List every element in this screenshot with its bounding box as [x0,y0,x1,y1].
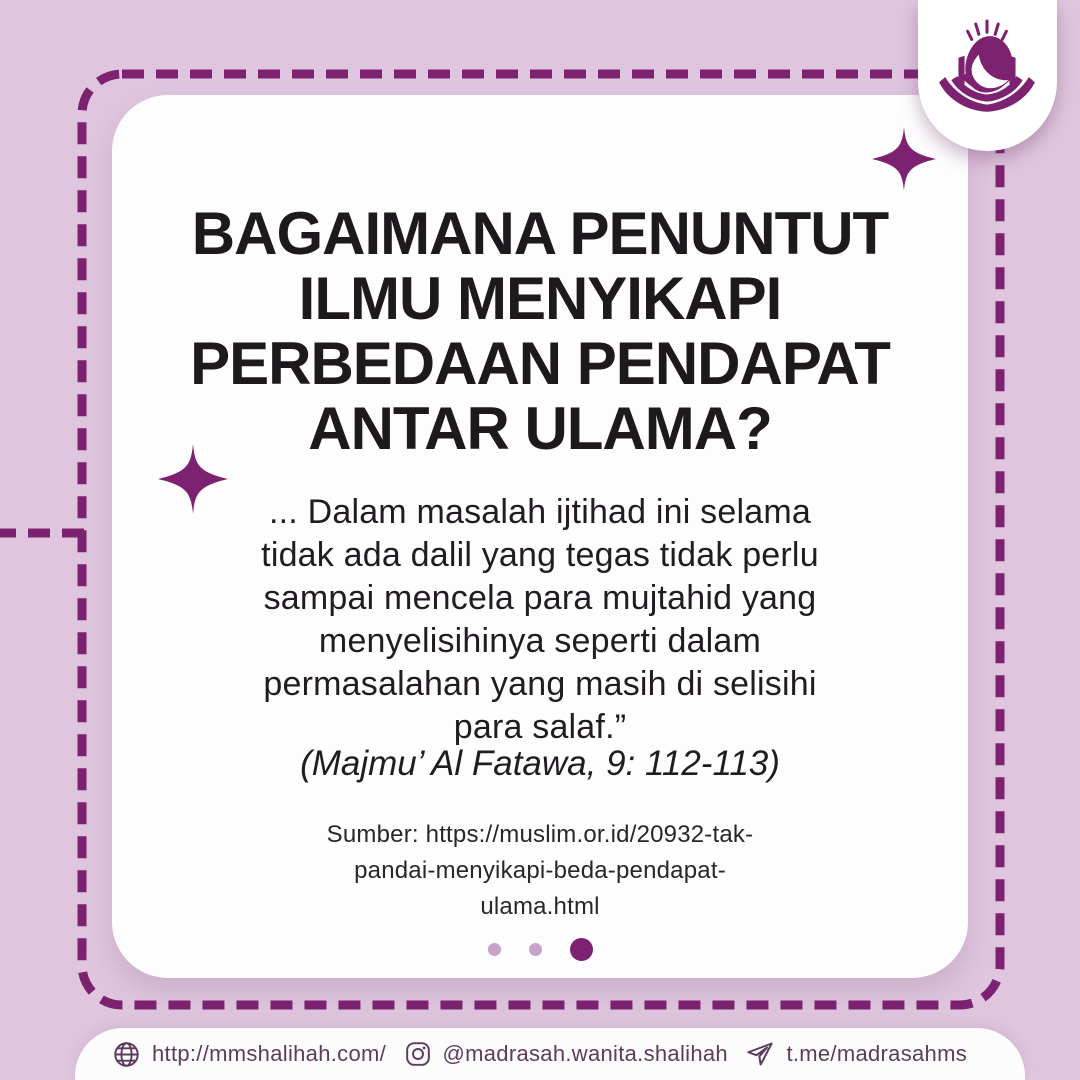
hijab-woman-open-book-crown-emblem-icon [934,18,1040,124]
pagination-dot[interactable] [529,943,542,956]
title-line: ANTAR ULAMA? [308,395,772,462]
sparkle-icon [872,126,936,192]
title-line: BAGAIMANA PENUNTUT [191,200,889,267]
title-line: PERBEDAAN PENDAPAT [190,330,890,397]
footer-website-link[interactable] [113,1041,386,1068]
quote-card [112,95,968,978]
citation-text: (Majmu’ Al Fatawa, 9: 112-113) [300,744,780,783]
source-line: Sumber: https://muslim.or.id/20932-tak- [326,821,754,848]
sparkle-icon [156,444,230,514]
source-line: pandai-menyikapi-beda-pendapat- [354,857,726,884]
footer-bar [75,1028,1025,1080]
quote-text [132,491,948,749]
quote-line: ... Dalam masalah ijtihad ini selama [269,493,811,531]
pagination-dots [112,937,968,961]
pagination-dot[interactable] [488,943,501,956]
globe-icon [113,1041,140,1068]
brand-logo-badge [918,0,1057,151]
quote-line: tidak ada dalil yang tegas tidak perlu [261,536,819,574]
footer-website-label: http://mmshalihah.com/ [152,1041,387,1066]
pagination-dot-active[interactable] [570,938,593,961]
quote-line: para salaf.” [453,708,627,746]
telegram-icon [746,1040,774,1068]
title-line: ILMU MENYIKAPI [298,265,782,332]
instagram-icon [405,1041,431,1067]
page-title [112,201,968,461]
footer-instagram-link[interactable] [405,1041,728,1067]
source-line: ulama.html [480,893,600,920]
footer-instagram-label: @madrasah.wanita.shalihah [442,1041,728,1066]
footer-telegram-link[interactable] [746,1040,967,1068]
quote-line: permasalahan yang masih di selisihi [263,665,817,703]
footer-telegram-label: t.me/madrasahms [786,1041,967,1066]
quote-line: sampai mencela para mujtahid yang [263,579,817,617]
source-text [112,817,968,925]
quote-line: menyelisihinya seperti dalam [318,622,762,660]
